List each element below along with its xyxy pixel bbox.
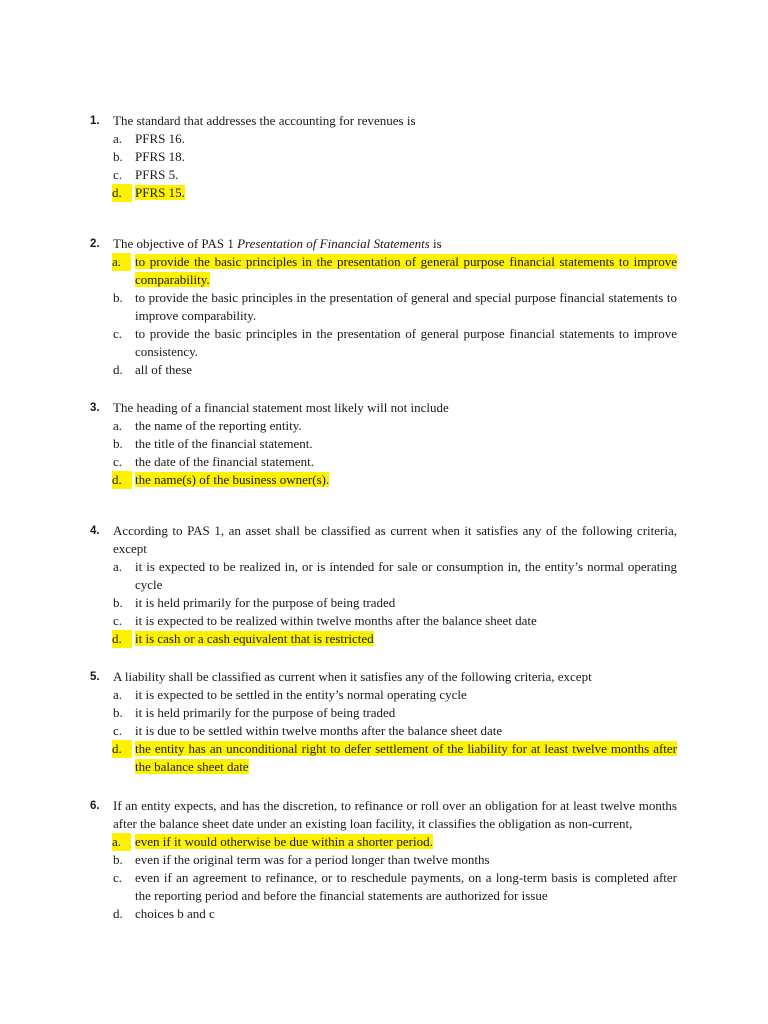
option-letter: d. — [112, 471, 132, 489]
option-c — [90, 453, 677, 471]
option-text: even if an agreement to refinance, or to reschedule payments, on a long-term basis is completed after the reporting period and before the financial statements are authorized for issue — [135, 870, 677, 903]
option-text: the name of the reporting entity. — [135, 418, 302, 433]
option-text: the title of the financial statement. — [135, 436, 313, 451]
option-letter: b. — [113, 595, 123, 610]
option-text: it is expected to be realized within twelve months after the balance sheet date — [135, 613, 537, 628]
option-text: to provide the basic principles in the presentation of general and special purpose financial statements to improve comparability. — [135, 290, 677, 323]
option-d — [90, 905, 677, 923]
option-letter: a. — [112, 833, 131, 851]
option-letter: d. — [113, 362, 123, 377]
option-c — [90, 325, 677, 361]
question-text: According to PAS 1, an asset shall be classified as current when it satisfies any of the following criteria, except — [113, 523, 677, 556]
question-text-italic: Presentation of Financial Statements — [237, 236, 430, 251]
question-number: 5. — [90, 671, 100, 683]
option-b — [90, 435, 677, 453]
option-letter: a. — [112, 253, 131, 271]
option-letter: b. — [113, 290, 123, 305]
question-number: 1. — [90, 115, 100, 127]
question-stem — [90, 235, 677, 253]
option-text-highlighted: the entity has an unconditional right to defer settlement of the liability for at least twelve months after the balance sheet date — [135, 741, 677, 774]
option-text: it is held primarily for the purpose of being traded — [135, 705, 396, 720]
option-text: to provide the basic principles in the presentation of general purpose financial statements to improve consistency. — [135, 326, 677, 359]
option-letter: a. — [113, 418, 123, 433]
option-b — [90, 594, 677, 612]
question-6 — [90, 797, 677, 923]
option-d-answer — [90, 630, 677, 648]
option-text: it is held primarily for the purpose of being traded — [135, 595, 396, 610]
option-b — [90, 289, 677, 325]
question-number: 4. — [90, 525, 100, 537]
option-letter: c. — [113, 167, 123, 182]
option-letter: d. — [112, 630, 132, 648]
question-2 — [90, 235, 677, 379]
question-stem — [90, 399, 677, 417]
option-c — [90, 166, 677, 184]
option-letter: d. — [112, 740, 132, 758]
option-d — [90, 361, 677, 379]
option-a — [90, 130, 677, 148]
option-b — [90, 851, 677, 869]
question-stem — [90, 797, 677, 833]
option-text: it is due to be settled within twelve months after the balance sheet date — [135, 723, 503, 738]
option-a-answer — [90, 833, 677, 851]
option-text: PFRS 18. — [135, 149, 185, 164]
question-5 — [90, 668, 677, 776]
question-stem — [90, 112, 677, 130]
option-text: PFRS 16. — [135, 131, 185, 146]
option-a — [90, 417, 677, 435]
option-text-highlighted: the name(s) of the business owner(s). — [135, 472, 330, 487]
option-letter: c. — [113, 326, 123, 341]
option-letter: c. — [113, 613, 123, 628]
option-text-highlighted: PFRS 15. — [135, 185, 185, 200]
option-letter: d. — [112, 184, 132, 202]
option-b — [90, 148, 677, 166]
option-letter: b. — [113, 705, 123, 720]
question-text: A liability shall be classified as current when it satisfies any of the following criteria, except — [113, 669, 592, 684]
option-text: the date of the financial statement. — [135, 454, 315, 469]
option-a-answer — [90, 253, 677, 289]
option-letter: a. — [113, 687, 123, 702]
question-text: If an entity expects, and has the discretion, to refinance or roll over an obligation for at least twelve months after the balance sheet date under an existing loan facility, it classifies the obligation as non-current, — [113, 798, 677, 831]
option-letter: a. — [113, 559, 123, 574]
option-letter: c. — [113, 723, 123, 738]
option-d-answer — [90, 740, 677, 776]
question-text-before: The objective of PAS 1 — [113, 236, 238, 251]
question-stem — [90, 522, 677, 558]
option-letter: b. — [113, 149, 123, 164]
question-1 — [90, 112, 677, 202]
option-text-highlighted: even if it would otherwise be due within a shorter period. — [135, 834, 433, 849]
option-text-highlighted: it is cash or a cash equivalent that is restricted — [135, 631, 374, 646]
option-c — [90, 869, 677, 905]
option-text: it is expected to be settled in the entity’s normal operating cycle — [135, 687, 467, 702]
question-text: The heading of a financial statement most likely will not include — [113, 400, 449, 415]
option-text: even if the original term was for a period longer than twelve months — [135, 852, 490, 867]
option-letter: c. — [113, 870, 123, 885]
question-3 — [90, 399, 677, 489]
option-a — [90, 686, 677, 704]
option-text: choices b and c — [135, 906, 215, 921]
option-text-highlighted: to provide the basic principles in the presentation of general purpose financial statements to improve comparability. — [135, 254, 677, 287]
option-d-answer — [90, 184, 677, 202]
option-text: it is expected to be realized in, or is intended for sale or consumption in, the entity’s normal operating cycle — [135, 559, 677, 592]
option-letter: a. — [113, 131, 123, 146]
option-a — [90, 558, 677, 594]
question-4 — [90, 522, 677, 648]
option-b — [90, 704, 677, 722]
option-letter: b. — [113, 436, 123, 451]
option-c — [90, 722, 677, 740]
question-number: 2. — [90, 238, 100, 250]
option-d-answer — [90, 471, 677, 489]
option-letter: b. — [113, 852, 123, 867]
option-c — [90, 612, 677, 630]
option-letter: d. — [113, 906, 123, 921]
option-letter: c. — [113, 454, 123, 469]
question-number: 3. — [90, 402, 100, 414]
option-text: all of these — [135, 362, 193, 377]
question-stem — [90, 668, 677, 686]
question-text: The standard that addresses the accounting for revenues is — [113, 113, 416, 128]
question-number: 6. — [90, 800, 100, 812]
option-text: PFRS 5. — [135, 167, 179, 182]
question-text-after: is — [429, 236, 442, 251]
